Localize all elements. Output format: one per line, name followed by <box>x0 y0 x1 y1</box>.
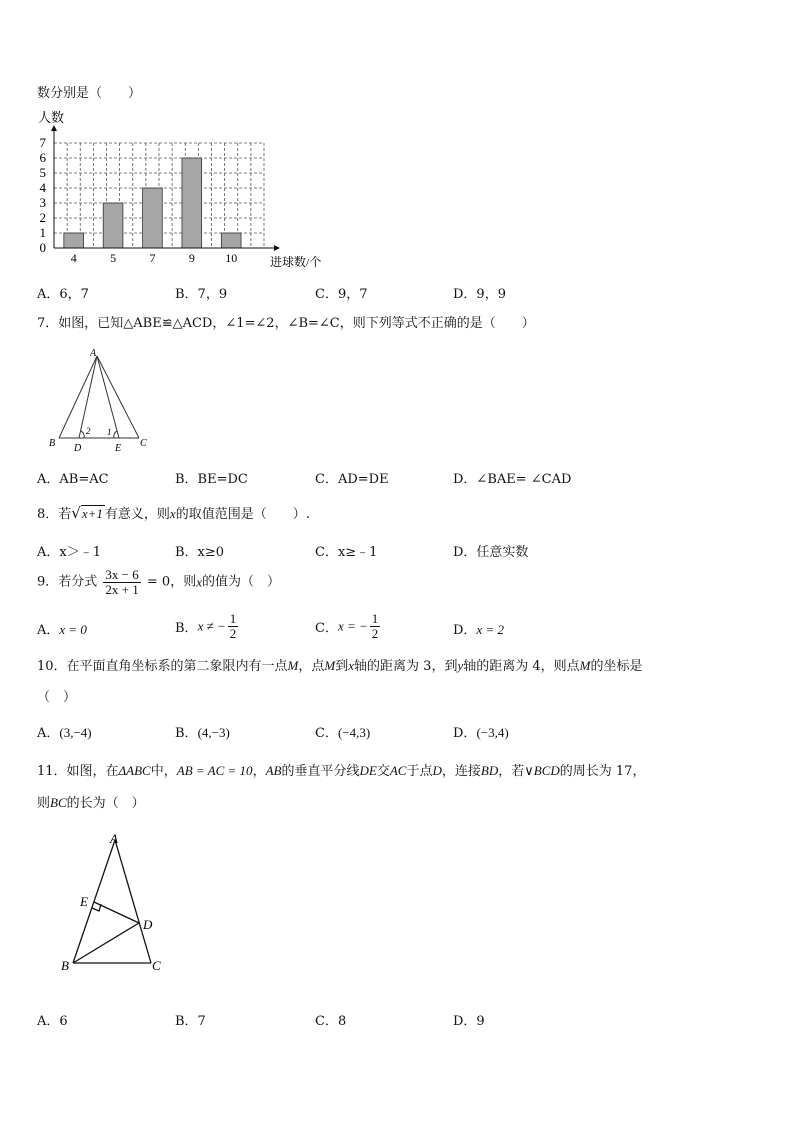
q7-stem: 7．如图，已知△ABE≌△ACD，∠1=∠2，∠B=∠C，则下列等式不正确的是（ ） <box>37 316 535 331</box>
q11-text-h: ，若 <box>498 764 525 779</box>
q10-option-b <box>175 722 230 741</box>
q6-option-c: C．9，7 <box>315 287 368 302</box>
q9-option-c <box>315 612 382 641</box>
q10-option-d-value: (−3,4) <box>476 725 509 740</box>
q11-label-b: B <box>61 958 69 973</box>
q9-option-d-math: x = 2 <box>476 622 504 637</box>
sqrt-sign: √ <box>71 504 81 522</box>
q10-text-e: 轴的距离为 4，则点 <box>463 659 580 674</box>
q9-option-a-letter: A． <box>37 623 60 638</box>
q6-option-a: A．6，7 <box>37 287 89 302</box>
q8-option-c: C．x≥﹣1 <box>315 545 378 560</box>
q11-bd: BD <box>480 763 499 778</box>
y-tick-label: 1 <box>39 225 46 240</box>
x-axis-label: 进球数/个 <box>270 255 322 268</box>
q8-radicand: x+1 <box>81 506 103 521</box>
q6-option-b: B．7，9 <box>175 287 228 302</box>
q11-option-b: B．7 <box>175 1014 206 1029</box>
q11-label-a: A <box>110 831 118 846</box>
y-tick-label: 4 <box>39 180 46 195</box>
x-axis-arrow <box>274 245 280 251</box>
q10-point-m-2: M <box>324 658 336 673</box>
q7-angle-2: 2 <box>86 426 91 436</box>
q10-text-d: 轴的距离为 3，到 <box>354 659 458 674</box>
q11-equation: AB = AC = 10 <box>176 763 253 778</box>
y-tick-label: 7 <box>39 135 46 150</box>
q9-pre: 9．若分式 <box>37 574 98 590</box>
q9-numerator: 3x − 6 <box>105 567 139 582</box>
q11-text-c: ， <box>252 764 266 779</box>
q9-post: 的值为（ ） <box>201 574 280 590</box>
x-tick-label: 7 <box>149 251 156 265</box>
q10-option-b-letter: B． <box>175 726 198 741</box>
q7-option-c: C．AD=DE <box>315 472 389 487</box>
q11-text-l2a: 则 <box>37 796 51 811</box>
q7-label-e: E <box>115 443 122 454</box>
q11-label-c: C <box>152 958 161 973</box>
y-tick-label: 3 <box>39 195 46 210</box>
q11-stem-line2 <box>37 792 145 811</box>
y-axis-arrow <box>51 125 57 131</box>
q8-pre: 8．若 <box>37 507 72 522</box>
q11-stem-line1 <box>37 760 645 779</box>
x-tick-label: 5 <box>110 251 117 265</box>
q11-triangle-figure <box>55 830 185 980</box>
q9-option-b-den: 2 <box>229 626 237 641</box>
q11-text-l2b: 的长为（ ） <box>66 796 145 811</box>
q8-option-a: A．x＞﹣1 <box>37 545 101 560</box>
q10-option-d-letter: D． <box>453 726 477 741</box>
bar <box>64 233 84 248</box>
q11-text-d: 的垂直平分线 <box>281 764 360 779</box>
q10-text-c: 到 <box>335 659 349 674</box>
q10-option-a <box>37 722 92 741</box>
q7-option-d: D．∠BAE= ∠CAD <box>453 472 572 487</box>
q11-text-i: 的周长为 17， <box>559 764 646 779</box>
bar-chart <box>30 108 370 268</box>
q9-option-a-math: x = 0 <box>59 622 87 637</box>
q9-option-c-num: 1 <box>371 611 379 626</box>
q7-label-b: B <box>49 438 56 449</box>
q8-option-b: B．x≥0 <box>175 545 225 560</box>
y-tick-label: 2 <box>39 210 46 225</box>
x-tick-label: 9 <box>188 251 195 265</box>
q7-option-a: A．AB=AC <box>37 472 109 487</box>
q11-option-d: D．9 <box>453 1014 485 1029</box>
q6-stem-tail: 数分别是（ ） <box>37 86 142 101</box>
bar <box>182 158 202 248</box>
q9-option-b <box>175 612 240 641</box>
q8-option-d: D．任意实数 <box>453 545 529 560</box>
q8-post: 的取值范围是（ ）. <box>175 507 310 522</box>
q11-ac: AC <box>389 763 407 778</box>
bar <box>103 203 123 248</box>
q9-mid: = 0，则 <box>146 574 197 590</box>
q9-option-b-letter: B． <box>175 621 198 636</box>
q8-var: x <box>169 506 176 521</box>
q11-option-a: A．6 <box>37 1014 68 1029</box>
q11-text-g: ，连接 <box>441 764 481 779</box>
q10-text-b: ，点 <box>298 659 325 674</box>
q9-option-d <box>453 619 504 638</box>
q11-triangle-bcd: ∨BCD <box>524 763 560 778</box>
q9-option-c-letter: C． <box>315 621 338 636</box>
q11-ab: AB <box>265 763 282 778</box>
q9-option-d-letter: D． <box>453 623 477 638</box>
q8-stem <box>37 503 310 522</box>
y-tick-label: 6 <box>39 150 46 165</box>
q7-label-a: A <box>90 348 97 359</box>
y-axis-label: 人数 <box>38 110 65 125</box>
q9-option-b-fraction <box>228 612 239 641</box>
q11-text-a: 11．如图，在 <box>37 764 119 779</box>
y-tick-label: 0 <box>39 240 46 255</box>
q7-label-d: D <box>74 443 82 454</box>
q9-fraction <box>103 568 140 597</box>
bar <box>221 233 241 248</box>
q7-angle-1: 1 <box>107 427 112 437</box>
q11-label-e: E <box>80 894 88 909</box>
q9-option-b-num: 1 <box>229 611 237 626</box>
q11-text-e: 交 <box>376 764 390 779</box>
q10-option-d <box>453 722 509 741</box>
q10-stem-line2: （ ） <box>37 690 77 705</box>
q11-triangle-abc: ΔABC <box>118 763 151 778</box>
q9-option-c-den: 2 <box>371 626 379 641</box>
x-tick-label: 10 <box>225 251 238 265</box>
q6-option-d: D．9，9 <box>453 287 506 302</box>
q11-label-d: D <box>143 917 153 932</box>
q10-option-c <box>315 722 370 741</box>
x-tick-label: 4 <box>70 251 77 265</box>
q10-y-var: y <box>457 658 464 673</box>
bar <box>143 188 163 248</box>
q8-mid: 有意义，则 <box>104 507 170 522</box>
q9-denominator: 2x + 1 <box>105 582 139 597</box>
q7-triangle-figure <box>44 344 164 454</box>
q10-option-a-value: (3,−4) <box>59 725 92 740</box>
q7-option-b: B．BE=DC <box>175 472 248 487</box>
q9-option-c-math: x = − <box>337 618 368 634</box>
q10-text-f: 的坐标是 <box>590 659 643 674</box>
q10-option-c-letter: C． <box>315 726 338 741</box>
q11-option-c: C．8 <box>315 1014 347 1029</box>
q9-option-c-fraction <box>370 612 381 641</box>
y-tick-label: 5 <box>39 165 46 180</box>
q10-point-m: M <box>287 658 299 673</box>
q9-option-a <box>37 619 87 638</box>
q10-stem-line1 <box>37 655 643 674</box>
q11-point-d: D <box>432 763 442 778</box>
q11-bc: BC <box>50 795 67 810</box>
q10-option-c-value: (−4,3) <box>337 725 371 740</box>
q10-point-m-3: M <box>579 658 591 673</box>
q11-de: DE <box>359 763 377 778</box>
q10-option-b-value: (4,−3) <box>197 725 230 740</box>
q11-text-b: 中， <box>150 764 177 779</box>
q10-text-a: 10．在平面直角坐标系的第二象限内有一点 <box>37 659 288 674</box>
q10-x-var: x <box>348 658 355 673</box>
q11-text-f: 于点 <box>406 764 433 779</box>
q7-label-c: C <box>140 438 147 449</box>
q9-stem <box>37 568 280 597</box>
q9-var: x <box>196 574 202 590</box>
q10-option-a-letter: A． <box>37 726 60 741</box>
q9-option-b-math: x ≠ − <box>197 618 226 634</box>
